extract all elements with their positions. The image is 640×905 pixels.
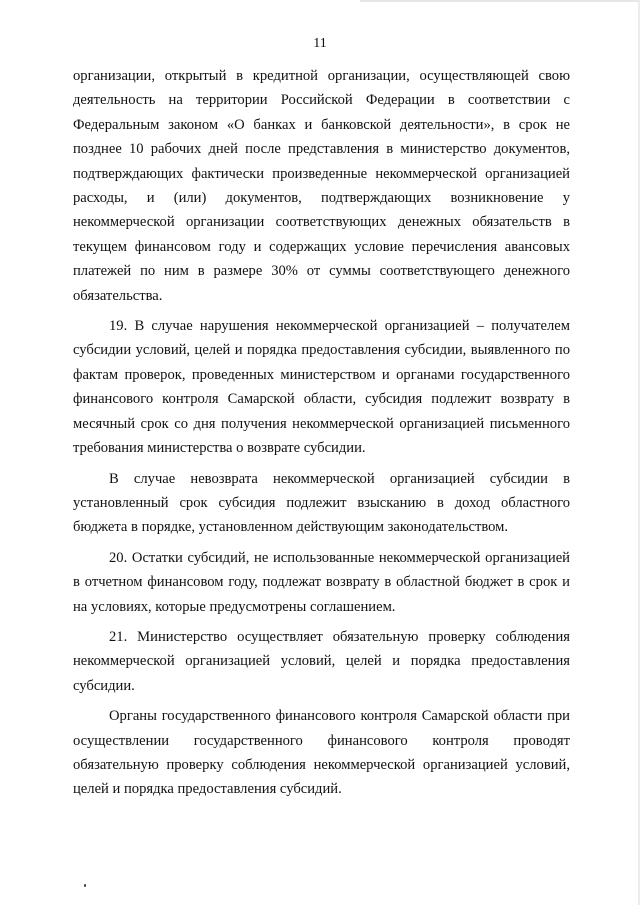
paragraph-control-bodies: Органы государственного финансового контроля Самарской области при осуществлении государственного финансового контроля проводят обязательную проверку соблюдения некоммерческой организацией условий, целей и порядка предоставления субсидий. bbox=[73, 708, 570, 798]
paragraph-nonreturn: В случае невозврата некоммерческой организацией субсидии в установленный срок субсидия подлежит взысканию в доход областного бюджета в порядке, установленном действующим законодательством. bbox=[73, 470, 570, 536]
document-body bbox=[73, 64, 570, 802]
scan-speck bbox=[84, 884, 86, 887]
paragraph-clause-19: 19. В случае нарушения некоммерческой организацией – получателем субсидии условий, целей и порядка предоставления субсидии, выявленного по фактам проверок, проведенных министерством и органами государственного финансового контроля Самарской области, субсидия подлежит возврату в месячный срок со дня получения некоммерческой организацией письменного требования министерства о возврате субсидии. bbox=[73, 318, 570, 457]
paragraph-clause-21: 21. Министерство осуществляет обязательную проверку соблюдения некоммерческой организацией условий, целей и порядка предоставления субсидии. bbox=[73, 628, 570, 694]
paragraph-continuation: организации, открытый в кредитной организации, осуществляющей свою деятельность на территории Российской Федерации в соответствии с Федеральным законом «О банках и банковской деятельности», в срок не позднее 10 рабочих дней после представления в министерство документов, подтверждающих фактически произведенные некоммерческой организацией расходы, и (или) документов, подтверждающих возникновение у некоммерческой организации соответствующих денежных обязательств в текущем финансовом году и содержащих условие перечисления авансовых платежей по ним в размере 30% от суммы соответствующего денежного обязательства. bbox=[73, 68, 570, 304]
page-number: 11 bbox=[313, 36, 327, 51]
scan-edge-top bbox=[360, 0, 640, 2]
paragraph-clause-20: 20. Остатки субсидий, не использованные некоммерческой организацией в отчетном финансовом году, подлежат возврату в областной бюджет в срок и на условиях, которые предусмотрены соглашением. bbox=[73, 549, 570, 615]
